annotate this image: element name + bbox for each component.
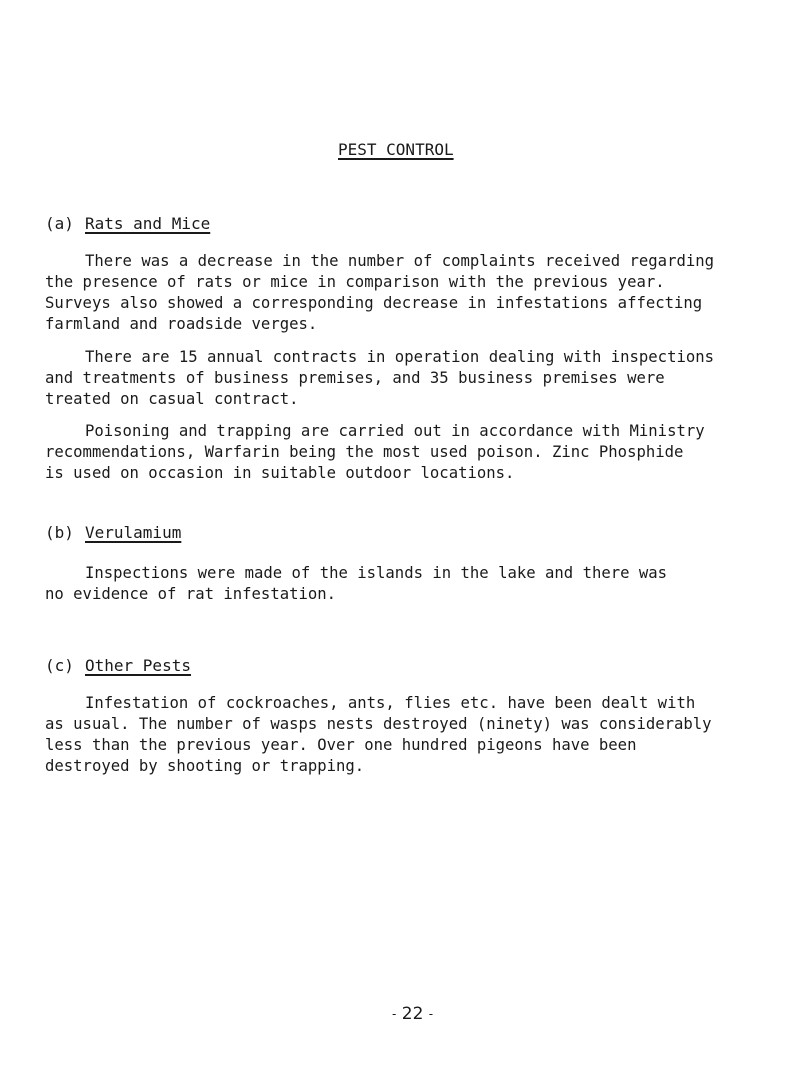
page-number-value: 22 <box>401 1004 424 1024</box>
section-title: Verulamium <box>85 523 182 542</box>
paragraph-rats-complaints: There was a decrease in the number of complaints received regarding the presence of rats or mice in comparison with the previous year. Surveys also showed a corresponding decrease in infestations affecting farmland and roadside verges. <box>45 252 715 333</box>
section-label: (b) <box>45 523 74 542</box>
paragraph-rats-contracts: There are 15 annual contracts in operation dealing with inspections and treatments of business premises, and 35 business premises were treated on casual contract. <box>45 348 715 408</box>
page-number <box>392 1004 433 1024</box>
section-title: Rats and Mice <box>85 214 211 233</box>
paragraph-verulamium: Inspections were made of the islands in the lake and there was no evidence of rat infestation. <box>45 564 668 603</box>
section-heading-verulamium <box>45 523 181 542</box>
page-number-suffix: - <box>428 1007 434 1021</box>
section-heading-other-pests <box>45 656 191 675</box>
paragraph-other-pests: Infestation of cockroaches, ants, flies etc. have been dealt with as usual. The number of wasps nests destroyed (ninety) was considerably less than the previous year. Over one hundred pigeons have been destroyed by shooting or trapping. <box>45 694 712 775</box>
section-title: Other Pests <box>85 656 191 675</box>
section-label: (a) <box>45 214 74 233</box>
paragraph-rats-poisoning: Poisoning and trapping are carried out in accordance with Ministry recommendations, Warfarin being the most used poison. Zinc Phosphide is used on occasion in suitable outdoor locations. <box>45 422 705 482</box>
page-number-prefix: - <box>392 1007 397 1021</box>
page-title: PEST CONTROL <box>338 140 454 159</box>
section-label: (c) <box>45 656 74 675</box>
section-heading-rats-and-mice <box>45 214 210 233</box>
